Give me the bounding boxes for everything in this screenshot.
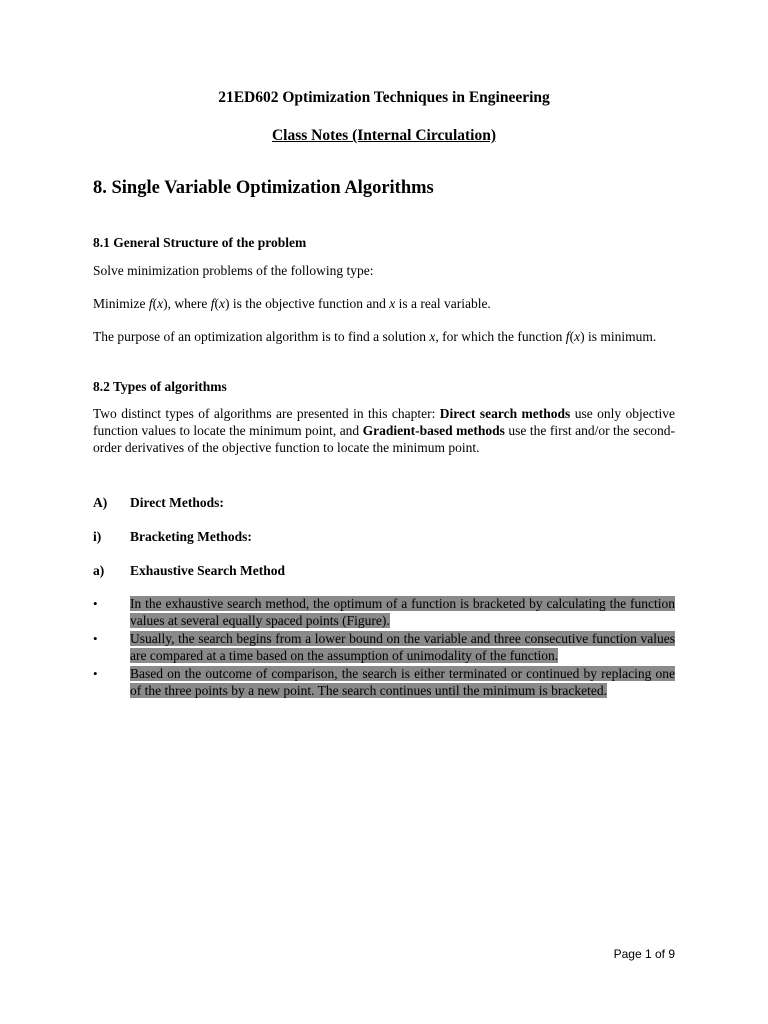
outline-label: Direct Methods: [130, 495, 224, 510]
highlighted-text: In the exhaustive search method, the optimum of a function is bracketed by calculating the function values at several equally spaced points (Figure). [130, 596, 675, 628]
list-item [93, 665, 675, 699]
section-heading-8-1: 8.1 General Structure of the problem [93, 235, 307, 250]
page-number: Page 1 of 9 [613, 947, 675, 961]
outline-mark: A) [93, 495, 108, 510]
list-item [93, 630, 675, 664]
section-heading-8-2: 8.2 Types of algorithms [93, 379, 227, 394]
outline-label: Bracketing Methods: [130, 529, 252, 544]
bullet-icon: • [93, 666, 98, 681]
course-title: 21ED602 Optimization Techniques in Engineering [218, 89, 550, 106]
chapter-heading: 8. Single Variable Optimization Algorithms [93, 178, 434, 198]
notes-title: Class Notes (Internal Circulation) [271, 127, 497, 144]
section-8-1-paragraph-1: Solve minimization problems of the following type: [93, 263, 374, 278]
list-item [93, 595, 675, 629]
outline-mark: i) [93, 529, 102, 544]
highlighted-text: Based on the outcome of comparison, the search is either terminated or continued by replacing one of the three points by a new point. The search continues until the minimum is bracketed. [130, 666, 675, 698]
section-8-2-paragraph: Two distinct types of algorithms are presented in this chapter: Direct search methods use only objective function values to locate the minimum point, and Gradient-based methods use the first and/or the second-order derivatives of the objective function to locate the minimum point. [93, 406, 676, 455]
bullet-icon: • [93, 631, 98, 646]
bullet-list [93, 595, 675, 700]
section-8-1-paragraph-3: The purpose of an optimization algorithm is to find a solution x, for which the function f(x) is minimum. [93, 329, 657, 344]
section-8-1-paragraph-2: Minimize f(x), where f(x) is the objective function and x is a real variable. [93, 296, 491, 311]
bullet-icon: • [93, 596, 98, 611]
highlighted-text: Usually, the search begins from a lower bound on the variable and three consecutive function values are compared at a time based on the assumption of unimodality of the function. [130, 631, 675, 663]
outline-label: Exhaustive Search Method [130, 563, 286, 578]
outline-mark: a) [93, 563, 105, 578]
